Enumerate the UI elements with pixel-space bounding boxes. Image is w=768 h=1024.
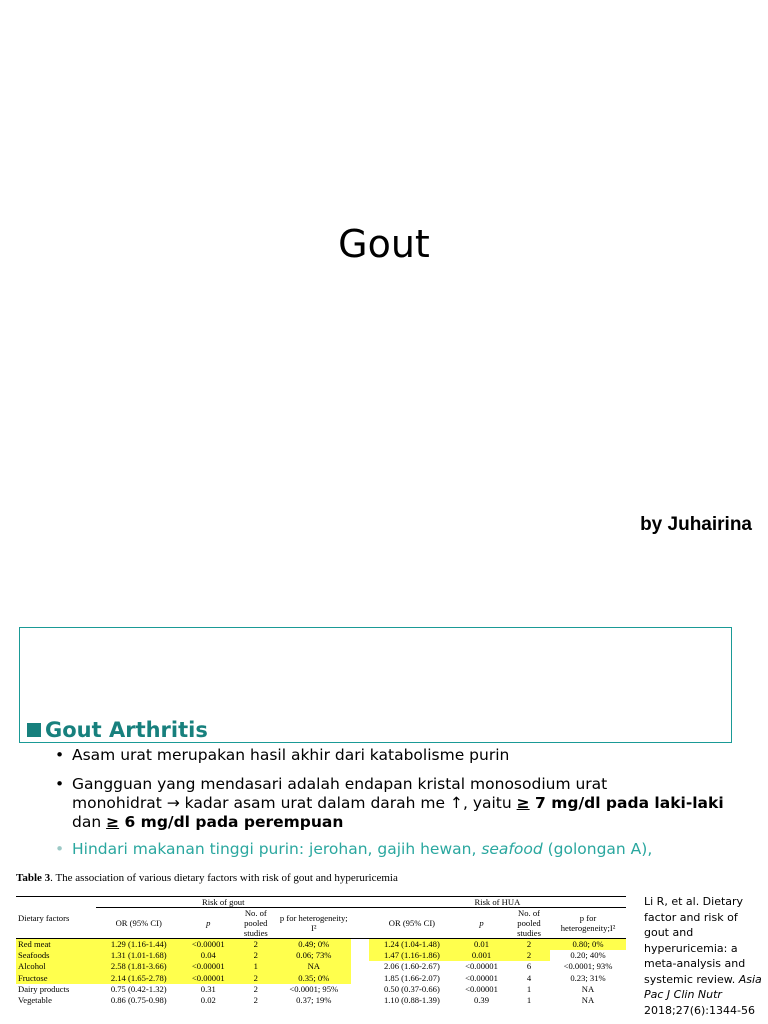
bullet-dot-icon: • [55, 746, 65, 764]
dietary-factors-table [16, 896, 626, 1006]
ge-symbol: ≥ [516, 794, 530, 812]
bullet-item [55, 746, 510, 765]
bullet-italic-text: seafood [481, 840, 543, 858]
group-header-gout: Risk of gout [96, 897, 351, 908]
table-cell-factor: Vegetable [18, 995, 52, 1006]
table-cell-g-or: 2.14 (1.65-2.78) [96, 973, 182, 984]
table-cell-h-or: 1.85 (1.66-2.07) [383, 972, 440, 983]
col-header-pooled: No. of pooled studies [508, 908, 550, 939]
table-cell-g-p: <0.00001 [182, 939, 235, 951]
table-cell-g-or: 2.58 (1.81-3.66) [96, 961, 182, 972]
table-cell-h-het: NA [581, 995, 595, 1006]
table-cell-h-p: 0.001 [455, 950, 508, 961]
table-cell-h-het: NA [581, 983, 595, 994]
reference-text: Li R, et al. Dietary factor and risk of gout and hyperuricemia: a meta-analysis and systemic review. [644, 895, 746, 986]
bullet-text: Asam urat merupakan hasil akhir dari katabolisme purin [72, 746, 510, 764]
bullet-text: monohidrat → kadar asam urat dalam darah me ↑, yaitu [72, 794, 517, 812]
table-cell-g-het: 0.49; 0% [277, 939, 351, 951]
table-cell-g-n: 1 [235, 961, 277, 972]
col-header-het: p for heterogeneity; I² [277, 908, 351, 939]
col-header-p: p [455, 908, 508, 939]
table-cell-h-or: 1.47 (1.16-1.86) [369, 950, 455, 961]
ge-symbol: ≥ [106, 813, 120, 831]
table-cell-factor: Dairy products [18, 983, 70, 994]
table-cell-h-p: <0.00001 [465, 961, 498, 972]
section-heading-text: Gout Arthritis [45, 718, 208, 742]
table-cell-h-p: 0.39 [473, 995, 490, 1006]
bullet-item [55, 840, 653, 859]
table-cell-g-het: <0.0001; 95% [289, 983, 339, 994]
table-cell-g-n: 2 [235, 973, 277, 984]
table-cell-h-p: 0.01 [455, 939, 508, 951]
bold-threshold-male: 7 mg/dl pada laki-laki [529, 794, 724, 812]
bullet-dot-icon: • [55, 775, 65, 793]
col-header-factor: Dietary factors [16, 897, 96, 939]
table-cell-g-n: 2 [235, 939, 277, 951]
table-row [16, 961, 626, 972]
table-cell-g-or: 1.29 (1.16-1.44) [96, 939, 182, 951]
bullet-text: (golongan A), [542, 840, 653, 858]
table-row [16, 939, 626, 951]
table-cell-h-or: 2.06 (1.60-2.67) [383, 961, 440, 972]
table-cell-g-het: 0.35; 0% [277, 973, 351, 984]
bullet-text-line [72, 813, 752, 832]
bullet-item [55, 775, 752, 832]
table-cell-factor: Fructose [16, 973, 96, 984]
table-cell-g-p: 0.04 [182, 950, 235, 961]
bullet-text-line [72, 794, 752, 813]
reference-journal: Asia Pac J Clin Nutr [644, 972, 762, 1001]
table-cell-g-or: 1.31 (1.01-1.68) [96, 950, 182, 961]
slide-title: Gout [338, 222, 430, 266]
col-header-het: p for heterogeneity;I² [550, 908, 626, 939]
table-row [16, 973, 626, 984]
table-cell-h-p: <0.00001 [465, 983, 498, 994]
table-caption [16, 872, 398, 884]
table-cell-h-or: 1.10 (0.88-1.39) [383, 995, 440, 1006]
bullet-text: dan [72, 813, 107, 831]
bold-threshold-female: 6 mg/dl pada perempuan [119, 813, 344, 831]
section-heading [27, 718, 208, 742]
col-header-or: OR (95% CI) [369, 908, 455, 939]
col-header-p: p [182, 908, 235, 939]
table-cell-g-or: 0.86 (0.75-0.98) [110, 995, 167, 1006]
bullet-text: Hindari makanan tinggi purin: jerohan, gajih hewan, [72, 840, 482, 858]
table-cell-g-p: 0.31 [200, 983, 216, 994]
table-label: Table 3 [16, 872, 51, 884]
table-cell-h-or: 1.24 (1.04-1.48) [369, 939, 455, 951]
table-cell-h-het: <0.0001; 93% [563, 961, 613, 972]
table-cell-g-n: 2 [235, 950, 277, 961]
author-label: by Juhairina [640, 514, 752, 535]
table-cell-h-het: 0.23; 31% [570, 972, 606, 983]
table-cell-h-het: 0.20; 40% [570, 950, 606, 961]
table-cell-h-n: 1 [526, 995, 532, 1006]
col-header-or: OR (95% CI) [96, 908, 182, 939]
reference-note [644, 894, 762, 1018]
col-header-pooled: No. of pooled studies [235, 908, 277, 939]
table-cell-g-p: <0.00001 [182, 961, 235, 972]
table-cell-h-n: 4 [526, 972, 532, 983]
group-header-hua: Risk of HUA [369, 897, 626, 908]
table-cell-h-n: 1 [526, 983, 532, 994]
table-cell-g-het: 0.37; 19% [296, 995, 332, 1006]
table-cell-h-n: 6 [526, 961, 532, 972]
table-cell-g-p: <0.00001 [182, 973, 235, 984]
table-cell-factor: Alcohol [16, 961, 96, 972]
reference-citation: 2018;27(6):1344-56 [644, 1003, 755, 1017]
table-cell-factor: Red meat [16, 939, 96, 951]
table-cell-h-n: 2 [508, 950, 550, 961]
table-cell-h-p: <0.00001 [465, 972, 498, 983]
table-cell-h-het: 0.80; 0% [550, 939, 626, 951]
table-caption-text: . The association of various dietary factors with risk of gout and hyperuricemia [50, 872, 398, 884]
table-cell-factor: Seafoods [16, 950, 96, 961]
table-cell-g-p: 0.02 [200, 995, 216, 1006]
bullet-dot-icon: • [55, 840, 65, 858]
table-row [16, 984, 626, 995]
table-cell-h-n: 2 [508, 939, 550, 951]
table-row [16, 950, 626, 961]
table-cell-g-n: 2 [253, 995, 258, 1006]
table-cell-h-or: 0.50 (0.37-0.66) [383, 983, 440, 994]
square-bullet-icon [27, 723, 41, 737]
table-cell-g-or: 0.75 (0.42-1.32) [110, 983, 167, 994]
table-cell-g-het: 0.06; 73% [277, 950, 351, 961]
table-row [16, 995, 626, 1006]
table-cell-g-n: 2 [253, 983, 258, 994]
bullet-text: Gangguan yang mendasari adalah endapan kristal monosodium urat [72, 775, 608, 793]
table-cell-g-het: NA [277, 961, 351, 972]
